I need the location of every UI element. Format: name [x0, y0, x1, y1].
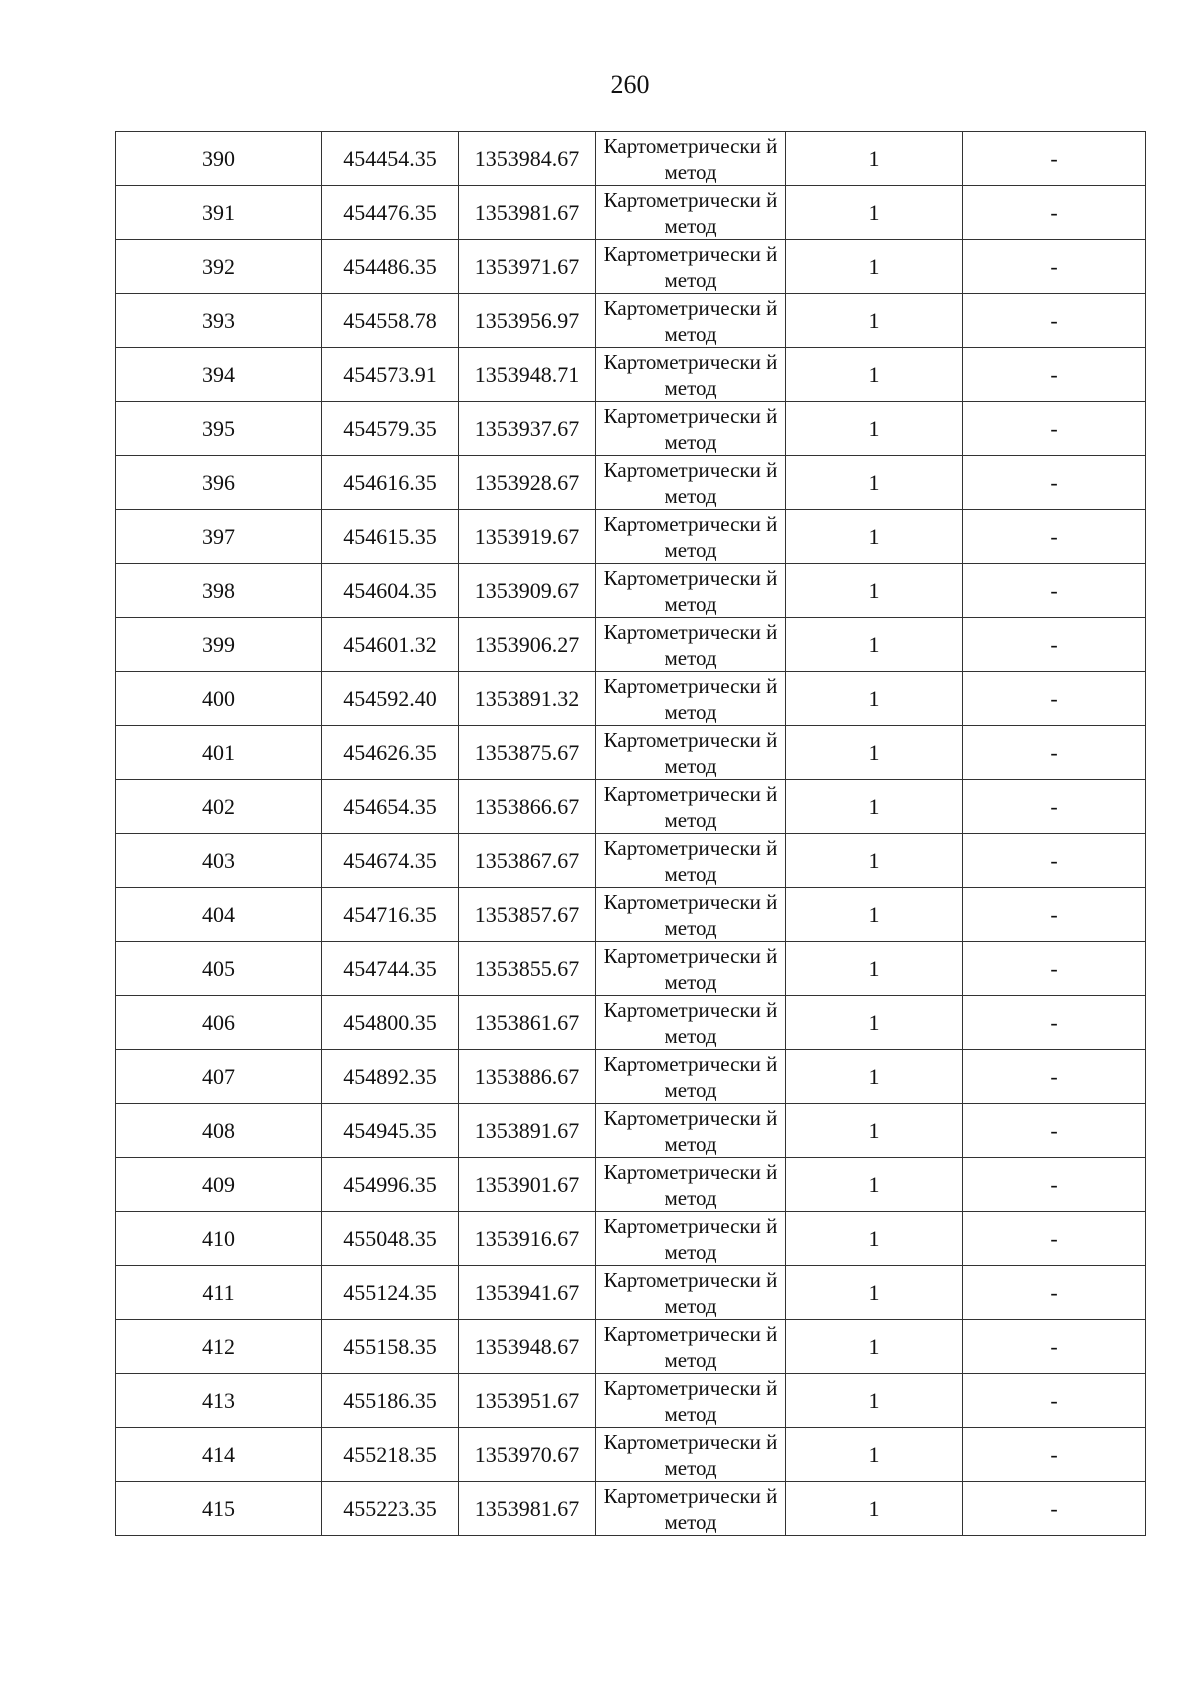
page-number: 260	[610, 70, 650, 99]
point-number-cell: 411	[116, 1266, 322, 1320]
point-number-cell: 390	[116, 132, 322, 186]
method-cell	[596, 1212, 786, 1266]
table-row	[116, 456, 1146, 510]
method-text: Картометрически й метод	[603, 943, 778, 994]
method-text: Картометрически й метод	[603, 295, 778, 346]
accuracy-cell: 1	[786, 942, 963, 996]
note-cell: -	[963, 456, 1146, 510]
table-row	[116, 1482, 1146, 1536]
x-coordinate-cell: 454716.35	[322, 888, 459, 942]
y-coordinate-cell: 1353919.67	[459, 510, 596, 564]
method-cell	[596, 1482, 786, 1536]
accuracy-cell: 1	[786, 1428, 963, 1482]
accuracy-cell: 1	[786, 618, 963, 672]
point-number-cell: 408	[116, 1104, 322, 1158]
accuracy-cell: 1	[786, 726, 963, 780]
accuracy-cell: 1	[786, 1212, 963, 1266]
coordinates-table	[115, 131, 1146, 1536]
point-number-cell: 397	[116, 510, 322, 564]
point-number-cell: 391	[116, 186, 322, 240]
method-cell	[596, 294, 786, 348]
method-text: Картометрически й метод	[603, 1321, 778, 1372]
accuracy-cell: 1	[786, 348, 963, 402]
point-number-cell: 392	[116, 240, 322, 294]
method-text: Картометрически й метод	[603, 1375, 778, 1426]
method-text: Картометрически й метод	[603, 727, 778, 778]
y-coordinate-cell: 1353984.67	[459, 132, 596, 186]
table-row	[116, 618, 1146, 672]
method-cell	[596, 942, 786, 996]
accuracy-cell: 1	[786, 564, 963, 618]
x-coordinate-cell: 454744.35	[322, 942, 459, 996]
table-row	[116, 780, 1146, 834]
table-row	[116, 726, 1146, 780]
note-cell: -	[963, 1374, 1146, 1428]
note-cell: -	[963, 888, 1146, 942]
accuracy-cell: 1	[786, 132, 963, 186]
y-coordinate-cell: 1353971.67	[459, 240, 596, 294]
accuracy-cell: 1	[786, 780, 963, 834]
method-cell	[596, 996, 786, 1050]
accuracy-cell: 1	[786, 294, 963, 348]
note-cell: -	[963, 1320, 1146, 1374]
y-coordinate-cell: 1353948.67	[459, 1320, 596, 1374]
method-text: Картометрически й метод	[603, 187, 778, 238]
method-text: Картометрически й метод	[603, 1213, 778, 1264]
accuracy-cell: 1	[786, 672, 963, 726]
note-cell: -	[963, 1482, 1146, 1536]
y-coordinate-cell: 1353886.67	[459, 1050, 596, 1104]
x-coordinate-cell: 454800.35	[322, 996, 459, 1050]
x-coordinate-cell: 454615.35	[322, 510, 459, 564]
table-row	[116, 348, 1146, 402]
y-coordinate-cell: 1353951.67	[459, 1374, 596, 1428]
point-number-cell: 402	[116, 780, 322, 834]
accuracy-cell: 1	[786, 1266, 963, 1320]
method-cell	[596, 1374, 786, 1428]
x-coordinate-cell: 455218.35	[322, 1428, 459, 1482]
point-number-cell: 398	[116, 564, 322, 618]
method-cell	[596, 618, 786, 672]
point-number-cell: 413	[116, 1374, 322, 1428]
table-row	[116, 996, 1146, 1050]
note-cell: -	[963, 942, 1146, 996]
y-coordinate-cell: 1353875.67	[459, 726, 596, 780]
note-cell: -	[963, 1158, 1146, 1212]
y-coordinate-cell: 1353916.67	[459, 1212, 596, 1266]
x-coordinate-cell: 454454.35	[322, 132, 459, 186]
table-row	[116, 888, 1146, 942]
accuracy-cell: 1	[786, 240, 963, 294]
method-text: Картометрически й метод	[603, 673, 778, 724]
method-text: Картометрически й метод	[603, 889, 778, 940]
accuracy-cell: 1	[786, 456, 963, 510]
method-text: Картометрически й метод	[603, 349, 778, 400]
table-row	[116, 510, 1146, 564]
note-cell: -	[963, 294, 1146, 348]
y-coordinate-cell: 1353855.67	[459, 942, 596, 996]
x-coordinate-cell: 454579.35	[322, 402, 459, 456]
method-text: Картометрически й метод	[603, 511, 778, 562]
point-number-cell: 395	[116, 402, 322, 456]
x-coordinate-cell: 455158.35	[322, 1320, 459, 1374]
y-coordinate-cell: 1353928.67	[459, 456, 596, 510]
accuracy-cell: 1	[786, 834, 963, 888]
point-number-cell: 409	[116, 1158, 322, 1212]
x-coordinate-cell: 454604.35	[322, 564, 459, 618]
note-cell: -	[963, 1266, 1146, 1320]
note-cell: -	[963, 348, 1146, 402]
table-row	[116, 132, 1146, 186]
x-coordinate-cell: 454573.91	[322, 348, 459, 402]
point-number-cell: 394	[116, 348, 322, 402]
point-number-cell: 403	[116, 834, 322, 888]
y-coordinate-cell: 1353956.97	[459, 294, 596, 348]
accuracy-cell: 1	[786, 1320, 963, 1374]
method-cell	[596, 240, 786, 294]
note-cell: -	[963, 1428, 1146, 1482]
method-cell	[596, 1320, 786, 1374]
method-text: Картометрически й метод	[603, 835, 778, 886]
table-row	[116, 1104, 1146, 1158]
table-row	[116, 564, 1146, 618]
y-coordinate-cell: 1353891.67	[459, 1104, 596, 1158]
accuracy-cell: 1	[786, 888, 963, 942]
note-cell: -	[963, 564, 1146, 618]
note-cell: -	[963, 510, 1146, 564]
method-text: Картометрически й метод	[603, 1105, 778, 1156]
point-number-cell: 401	[116, 726, 322, 780]
accuracy-cell: 1	[786, 1482, 963, 1536]
table-row	[116, 672, 1146, 726]
point-number-cell: 412	[116, 1320, 322, 1374]
note-cell: -	[963, 1050, 1146, 1104]
x-coordinate-cell: 454674.35	[322, 834, 459, 888]
table-row	[116, 1320, 1146, 1374]
y-coordinate-cell: 1353867.67	[459, 834, 596, 888]
method-cell	[596, 186, 786, 240]
table-row	[116, 1374, 1146, 1428]
method-text: Картометрически й метод	[603, 781, 778, 832]
x-coordinate-cell: 454892.35	[322, 1050, 459, 1104]
table-row	[116, 240, 1146, 294]
method-cell	[596, 132, 786, 186]
y-coordinate-cell: 1353866.67	[459, 780, 596, 834]
method-cell	[596, 564, 786, 618]
y-coordinate-cell: 1353981.67	[459, 1482, 596, 1536]
method-text: Картометрически й метод	[603, 997, 778, 1048]
point-number-cell: 406	[116, 996, 322, 1050]
table-row	[116, 1050, 1146, 1104]
y-coordinate-cell: 1353941.67	[459, 1266, 596, 1320]
point-number-cell: 399	[116, 618, 322, 672]
point-number-cell: 404	[116, 888, 322, 942]
method-cell	[596, 402, 786, 456]
point-number-cell: 415	[116, 1482, 322, 1536]
point-number-cell: 393	[116, 294, 322, 348]
note-cell: -	[963, 780, 1146, 834]
table-row	[116, 186, 1146, 240]
y-coordinate-cell: 1353906.27	[459, 618, 596, 672]
x-coordinate-cell: 454654.35	[322, 780, 459, 834]
accuracy-cell: 1	[786, 1104, 963, 1158]
accuracy-cell: 1	[786, 1374, 963, 1428]
note-cell: -	[963, 186, 1146, 240]
table-row	[116, 942, 1146, 996]
y-coordinate-cell: 1353948.71	[459, 348, 596, 402]
x-coordinate-cell: 454996.35	[322, 1158, 459, 1212]
note-cell: -	[963, 240, 1146, 294]
note-cell: -	[963, 618, 1146, 672]
method-cell	[596, 1104, 786, 1158]
x-coordinate-cell: 454486.35	[322, 240, 459, 294]
method-text: Картометрически й метод	[603, 403, 778, 454]
method-cell	[596, 1428, 786, 1482]
x-coordinate-cell: 454616.35	[322, 456, 459, 510]
table-row	[116, 834, 1146, 888]
method-text: Картометрически й метод	[603, 619, 778, 670]
y-coordinate-cell: 1353970.67	[459, 1428, 596, 1482]
x-coordinate-cell: 455186.35	[322, 1374, 459, 1428]
method-cell	[596, 1050, 786, 1104]
x-coordinate-cell: 454945.35	[322, 1104, 459, 1158]
method-cell	[596, 726, 786, 780]
accuracy-cell: 1	[786, 996, 963, 1050]
point-number-cell: 405	[116, 942, 322, 996]
method-cell	[596, 510, 786, 564]
x-coordinate-cell: 454558.78	[322, 294, 459, 348]
method-cell	[596, 888, 786, 942]
point-number-cell: 414	[116, 1428, 322, 1482]
accuracy-cell: 1	[786, 510, 963, 564]
coordinates-table-body	[116, 132, 1146, 1536]
accuracy-cell: 1	[786, 402, 963, 456]
note-cell: -	[963, 132, 1146, 186]
note-cell: -	[963, 834, 1146, 888]
note-cell: -	[963, 996, 1146, 1050]
table-row	[116, 294, 1146, 348]
accuracy-cell: 1	[786, 186, 963, 240]
method-cell	[596, 1266, 786, 1320]
y-coordinate-cell: 1353891.32	[459, 672, 596, 726]
point-number-cell: 400	[116, 672, 322, 726]
point-number-cell: 396	[116, 456, 322, 510]
note-cell: -	[963, 672, 1146, 726]
method-cell	[596, 348, 786, 402]
method-cell	[596, 1158, 786, 1212]
method-cell	[596, 456, 786, 510]
method-text: Картометрически й метод	[603, 1159, 778, 1210]
y-coordinate-cell: 1353861.67	[459, 996, 596, 1050]
point-number-cell: 410	[116, 1212, 322, 1266]
method-text: Картометрически й метод	[603, 241, 778, 292]
y-coordinate-cell: 1353937.67	[459, 402, 596, 456]
note-cell: -	[963, 726, 1146, 780]
table-row	[116, 1158, 1146, 1212]
x-coordinate-cell: 455223.35	[322, 1482, 459, 1536]
accuracy-cell: 1	[786, 1158, 963, 1212]
method-text: Картометрически й метод	[603, 1483, 778, 1534]
note-cell: -	[963, 1212, 1146, 1266]
accuracy-cell: 1	[786, 1050, 963, 1104]
method-text: Картометрически й метод	[603, 1051, 778, 1102]
table-row	[116, 1212, 1146, 1266]
x-coordinate-cell: 454476.35	[322, 186, 459, 240]
x-coordinate-cell: 454592.40	[322, 672, 459, 726]
method-text: Картометрически й метод	[603, 1429, 778, 1480]
x-coordinate-cell: 455124.35	[322, 1266, 459, 1320]
method-cell	[596, 834, 786, 888]
y-coordinate-cell: 1353909.67	[459, 564, 596, 618]
table-row	[116, 1266, 1146, 1320]
note-cell: -	[963, 402, 1146, 456]
y-coordinate-cell: 1353857.67	[459, 888, 596, 942]
x-coordinate-cell: 455048.35	[322, 1212, 459, 1266]
method-text: Картометрически й метод	[603, 133, 778, 184]
method-cell	[596, 672, 786, 726]
method-text: Картометрически й метод	[603, 1267, 778, 1318]
x-coordinate-cell: 454601.32	[322, 618, 459, 672]
table-row	[116, 402, 1146, 456]
y-coordinate-cell: 1353981.67	[459, 186, 596, 240]
y-coordinate-cell: 1353901.67	[459, 1158, 596, 1212]
method-text: Картометрически й метод	[603, 457, 778, 508]
x-coordinate-cell: 454626.35	[322, 726, 459, 780]
table-row	[116, 1428, 1146, 1482]
note-cell: -	[963, 1104, 1146, 1158]
point-number-cell: 407	[116, 1050, 322, 1104]
method-text: Картометрически й метод	[603, 565, 778, 616]
method-cell	[596, 780, 786, 834]
